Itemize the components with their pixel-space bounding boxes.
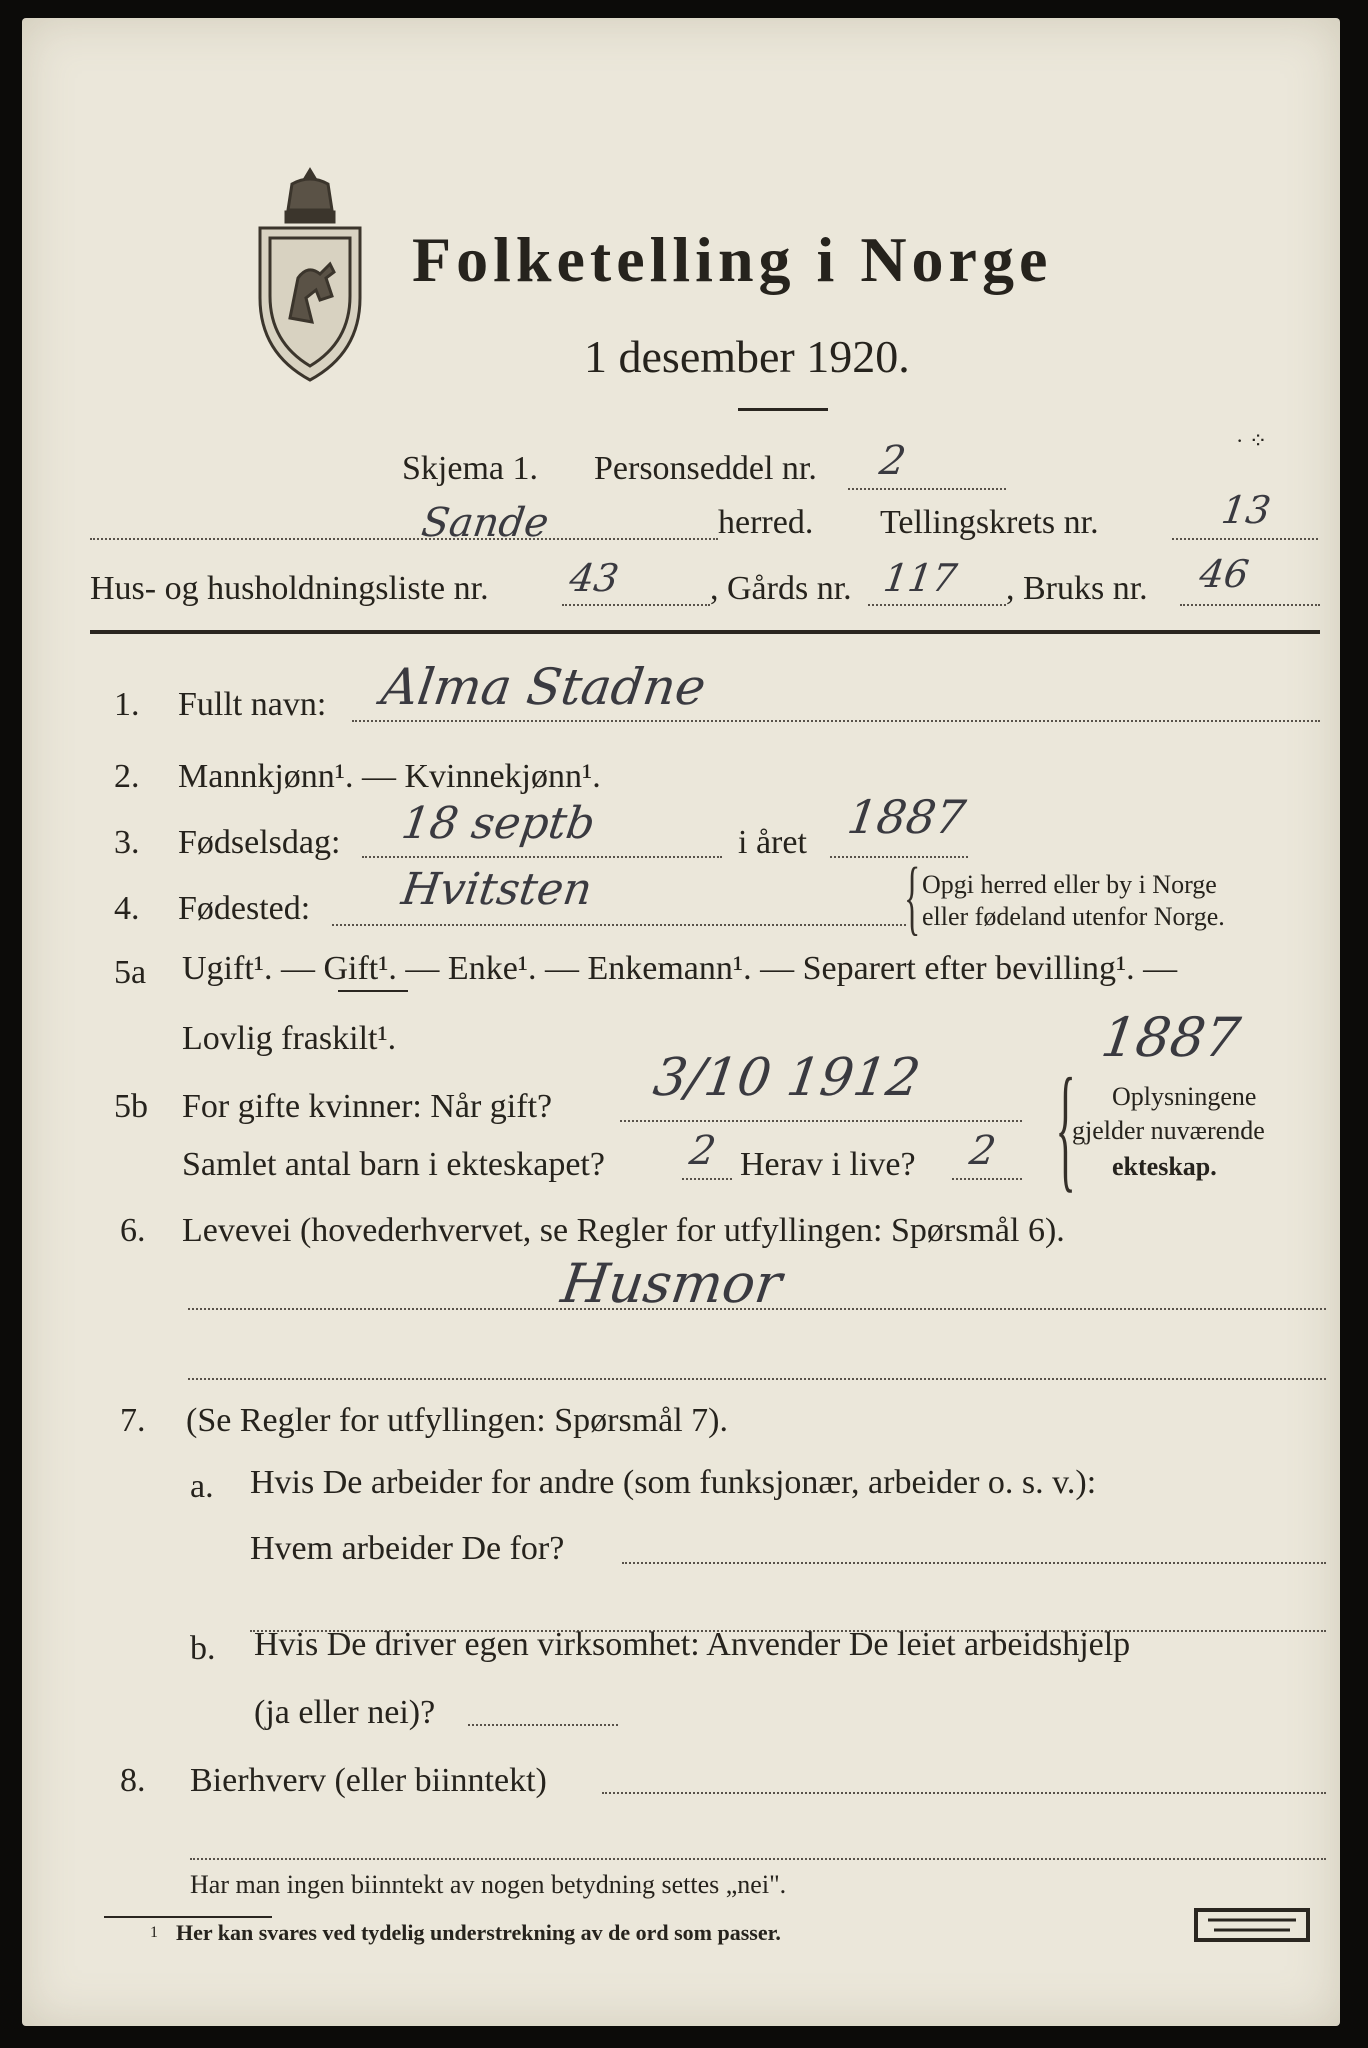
footnote-mark: 1 — [150, 1924, 158, 1941]
q4-note-bracket: { — [904, 851, 921, 944]
q5b-label2: Samlet antal barn i ekteskapet? — [182, 1146, 605, 1183]
q5a-margin-value: 1887 — [1097, 1006, 1244, 1069]
employer-field-1[interactable] — [622, 1562, 1326, 1564]
q7a-number: a. — [190, 1468, 214, 1505]
q4-label: Fødested: — [178, 890, 311, 927]
liste-field[interactable] — [562, 604, 710, 606]
gards-field[interactable] — [868, 604, 1006, 606]
schema-label: Skjema 1. — [402, 450, 538, 487]
q7b-line2: (ja eller nei)? — [254, 1694, 436, 1731]
printer-stamp-icon — [1194, 1908, 1310, 1942]
q5b-note-bracket: { — [1055, 1050, 1076, 1205]
q5a-number: 5a — [114, 954, 147, 991]
q5b-note-line1: Oplysningene — [1112, 1082, 1257, 1111]
hired-help-field[interactable] — [468, 1724, 618, 1726]
personseddel-field[interactable] — [848, 488, 1006, 490]
liste-label: Hus- og husholdningsliste nr. — [90, 570, 489, 607]
q7b-number: b. — [190, 1630, 216, 1667]
q7a-line2: Hvem arbeider De for? — [250, 1530, 565, 1567]
birth-year-value: 1887 — [844, 790, 969, 844]
q7b-line1: Hvis De driver egen virksomhet: Anvender De leiet arbeidshjelp — [254, 1626, 1131, 1663]
married-date-value: 3/10 1912 — [649, 1048, 924, 1108]
q5b-label3: Herav i live? — [740, 1146, 916, 1183]
tellingskrets-label: Tellingskrets nr. — [880, 504, 1099, 541]
liste-value: 43 — [566, 556, 622, 600]
header-rule — [90, 630, 1320, 634]
norway-coat-of-arms-icon — [240, 158, 380, 388]
married-date-field[interactable] — [620, 1120, 1022, 1122]
children-alive-field[interactable] — [952, 1178, 1022, 1180]
tellingskrets-value: 13 — [1218, 488, 1274, 532]
full-name-value: Alma Stadne — [377, 658, 710, 716]
gift-underline — [338, 990, 408, 992]
q5b-number: 5b — [114, 1088, 148, 1125]
q4-number: 4. — [114, 890, 140, 927]
side-income-note: Har man ingen biinntekt av nogen betydning settes „nei". — [190, 1870, 787, 1899]
birthplace-value: Hvitsten — [398, 864, 596, 915]
side-income-field-1[interactable] — [602, 1792, 1326, 1794]
census-form-page — [22, 18, 1340, 2026]
herred-field[interactable] — [90, 538, 718, 540]
q3-year-label: i året — [738, 824, 807, 861]
q7-number: 7. — [120, 1402, 146, 1439]
occupation-field-1[interactable] — [188, 1308, 1326, 1310]
q5b-note-line3: ekteskap. — [1112, 1152, 1217, 1181]
herred-label: herred. — [718, 504, 814, 541]
q4-note-line2: eller fødeland utenfor Norge. — [922, 902, 1225, 931]
children-alive-value: 2 — [966, 1128, 999, 1174]
gards-value: 117 — [880, 556, 960, 600]
bruks-label: , Bruks nr. — [1006, 570, 1148, 607]
ink-marks: · ⁘ — [1236, 428, 1268, 453]
q7-label: (Se Regler for utfyllingen: Spørsmål 7). — [186, 1402, 729, 1439]
birth-year-field[interactable] — [830, 856, 968, 858]
q5b-label1: For gifte kvinner: Når gift? — [182, 1088, 553, 1125]
q3-number: 3. — [114, 824, 140, 861]
q8-number: 8. — [120, 1762, 146, 1799]
form-title: Folketelling i Norge — [412, 224, 1053, 295]
bruks-field[interactable] — [1180, 604, 1320, 606]
tellingskrets-field[interactable] — [1172, 538, 1318, 540]
q8-label: Bierhverv (eller biinntekt) — [190, 1762, 547, 1799]
bruks-value: 46 — [1196, 552, 1252, 596]
birthday-value: 18 septb — [398, 798, 599, 849]
q6-label: Levevei (hovederhvervet, se Regler for utfyllingen: Spørsmål 6). — [182, 1212, 1065, 1249]
q5a-line2: Lovlig fraskilt¹. — [182, 1020, 397, 1057]
occupation-value: Husmor — [557, 1252, 786, 1315]
herred-value: Sande — [418, 500, 552, 546]
title-divider — [738, 408, 828, 411]
personseddel-value: 2 — [876, 438, 909, 484]
q5a-line1: Ugift¹. — Gift¹. — Enke¹. — Enkemann¹. — Separert efter bevilling¹. — — [182, 950, 1178, 987]
q1-label: Fullt navn: — [178, 686, 327, 723]
q6-number: 6. — [120, 1212, 146, 1249]
full-name-field[interactable] — [352, 720, 1320, 722]
q2-number: 2. — [114, 758, 140, 795]
personseddel-label: Personseddel nr. — [594, 450, 817, 487]
birthday-field[interactable] — [362, 856, 722, 858]
children-total-field[interactable] — [682, 1178, 732, 1180]
q4-note-line1: Opgi herred eller by i Norge — [922, 870, 1217, 899]
birthplace-field[interactable] — [332, 924, 906, 926]
gards-label: , Gårds nr. — [710, 570, 852, 607]
form-date: 1 desember 1920. — [584, 331, 910, 382]
side-income-field-2[interactable] — [190, 1858, 1326, 1860]
q5b-note-line2: gjelder nuværende — [1072, 1116, 1265, 1145]
children-total-value: 2 — [686, 1128, 719, 1174]
q3-label: Fødselsdag: — [178, 824, 341, 861]
q1-number: 1. — [114, 686, 140, 723]
occupation-field-2[interactable] — [188, 1378, 1326, 1380]
footnote-rule — [104, 1916, 272, 1918]
q7a-line1: Hvis De arbeider for andre (som funksjonær, arbeider o. s. v.): — [250, 1464, 1097, 1501]
q2-label: Mannkjønn¹. — Kvinnekjønn¹. — [178, 758, 601, 795]
footnote-text: Her kan svares ved tydelig understrekning av de ord som passer. — [176, 1920, 781, 1945]
